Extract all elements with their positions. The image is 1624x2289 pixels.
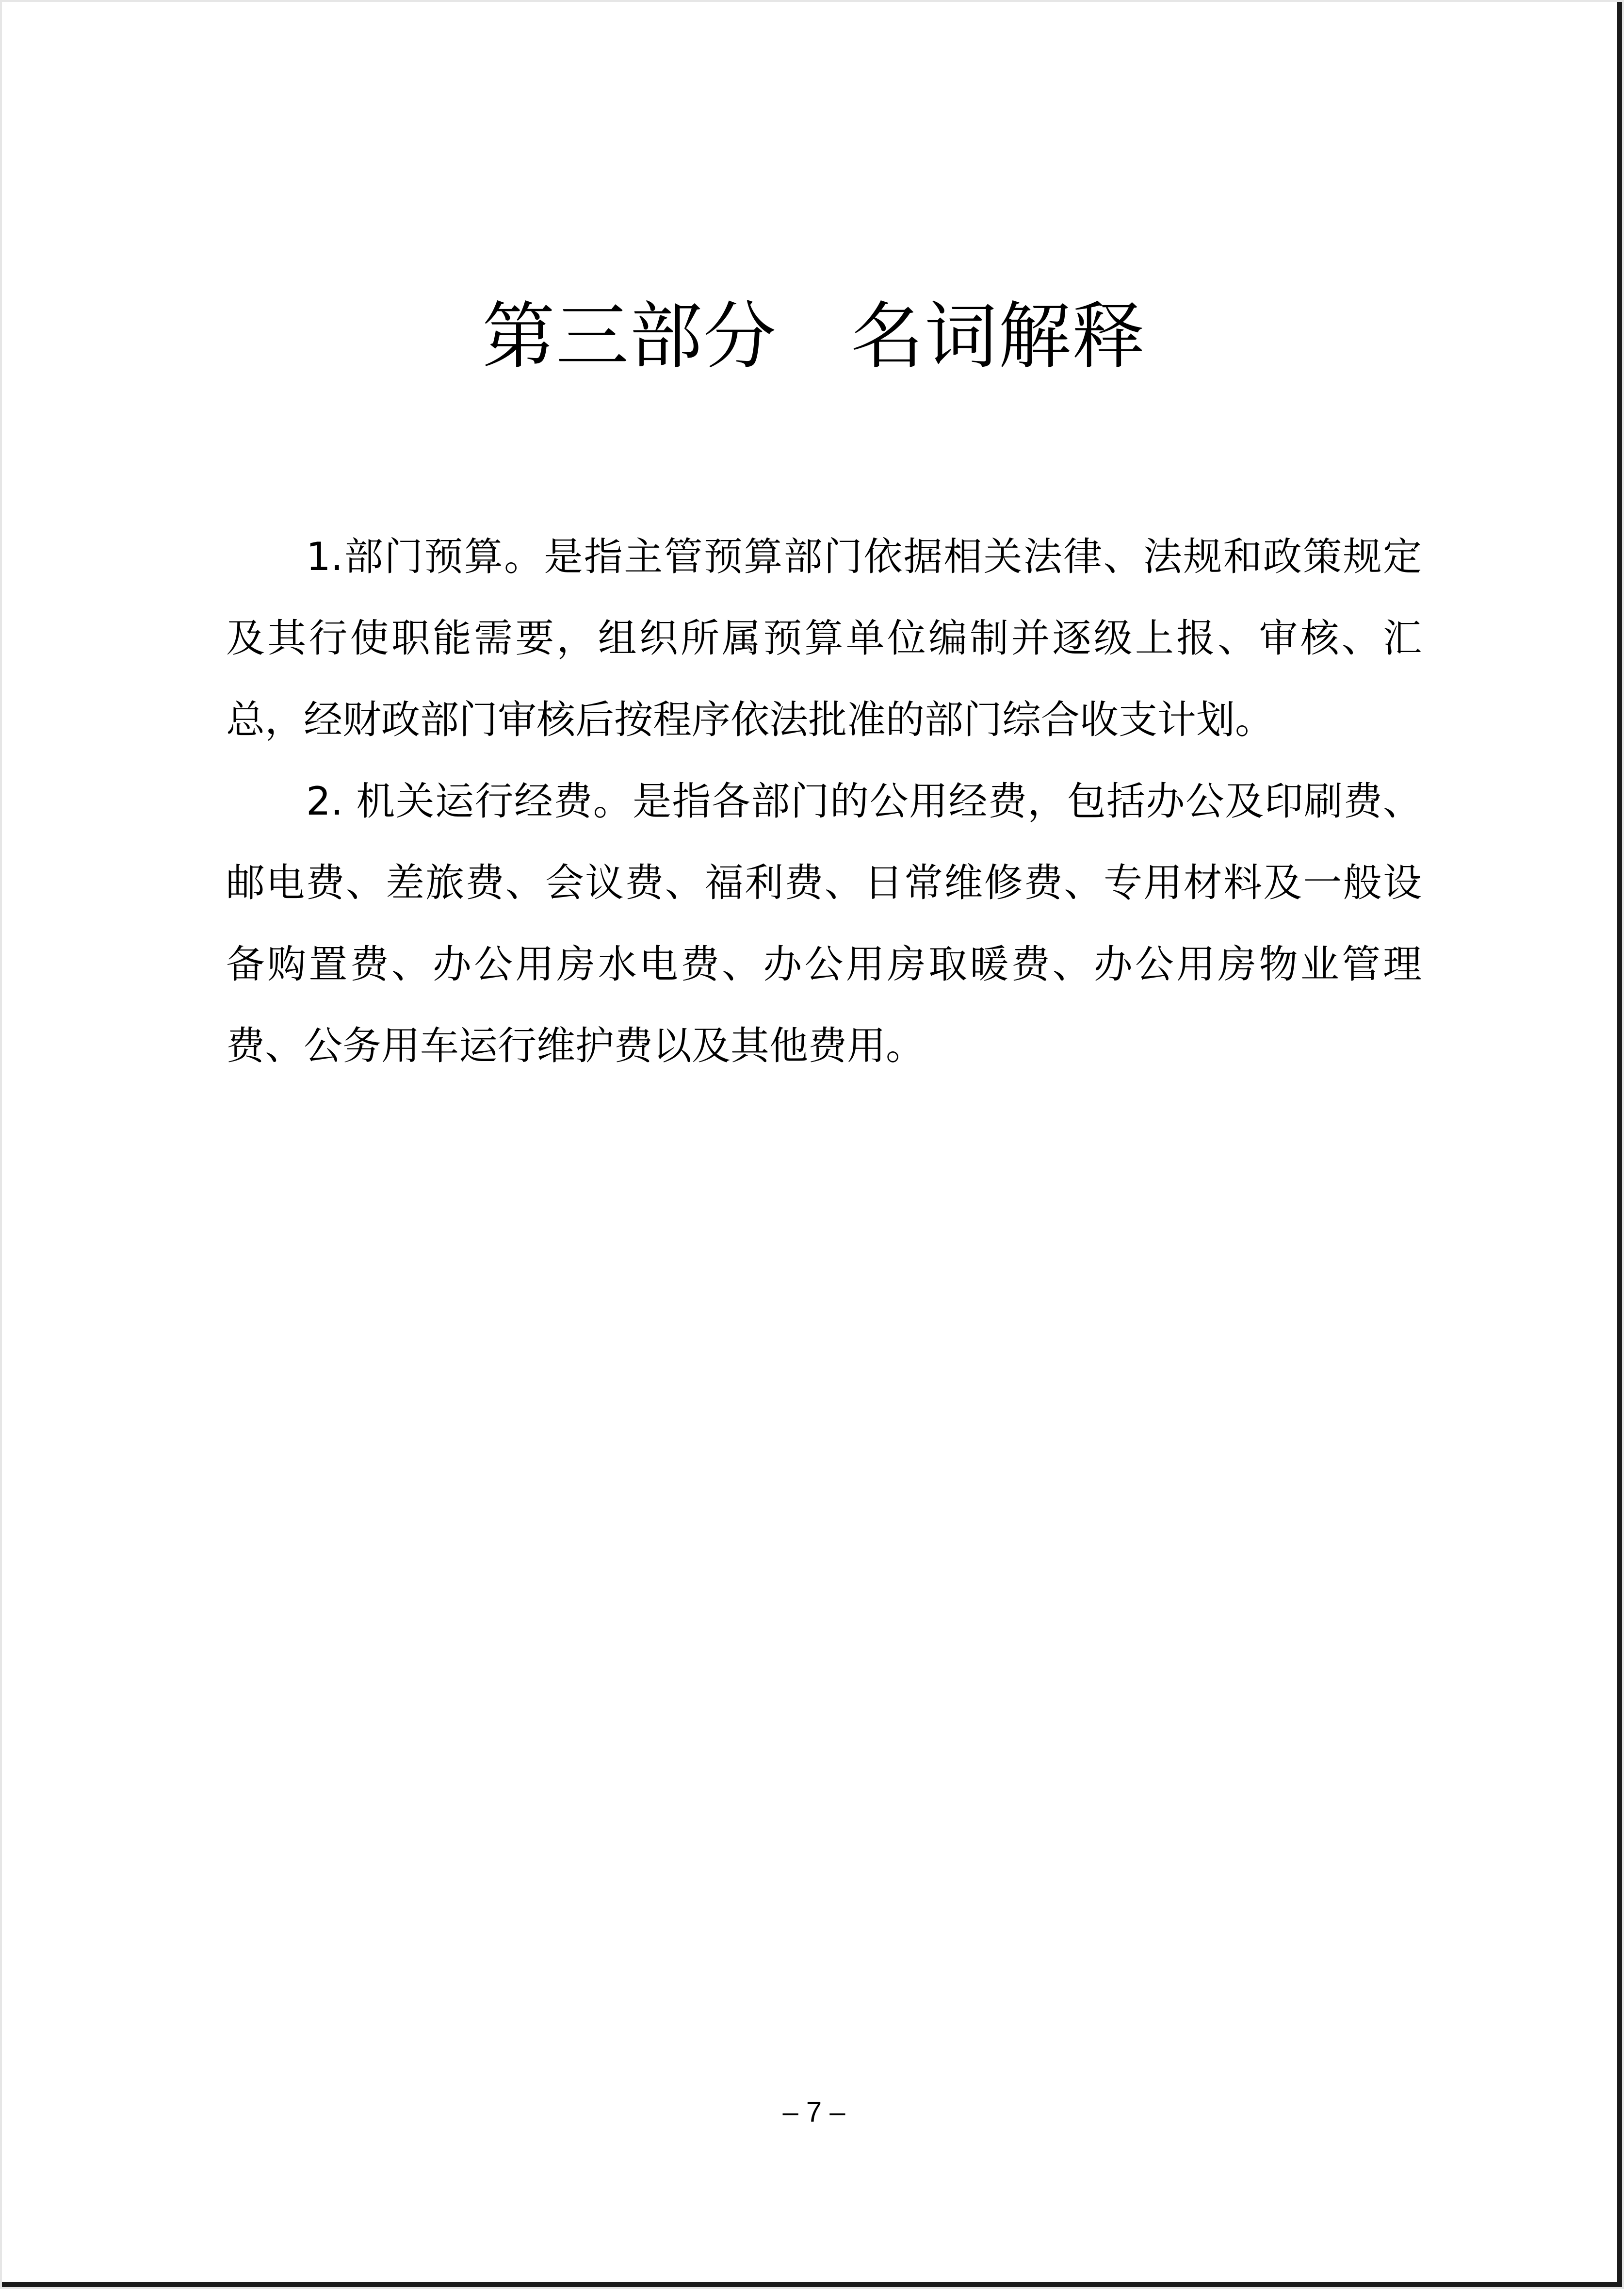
page-number: – 7 – bbox=[782, 2096, 845, 2128]
page-title: 第三部分 名词解释 bbox=[482, 294, 1146, 379]
paragraph-department-budget: 1.部门预算。是指主管预算部门依据相关法律、法规和政策规定及其行使职能需要，组织所属预算单位编制并逐级上报、审核、汇总，经财政部门审核后按程序依法批准的部门综合收支计划。 bbox=[226, 534, 1422, 742]
document-body bbox=[226, 516, 1422, 1087]
paragraph-operating-expenses: 2. 机关运行经费。是指各部门的公用经费，包括办公及印刷费、邮电费、差旅费、会议费、福利费、日常维修费、专用材料及一般设备购置费、办公用房水电费、办公用房取暖费、办公用房物业管理费、公务用车运行维护费以及其他费用。 bbox=[226, 779, 1422, 1068]
